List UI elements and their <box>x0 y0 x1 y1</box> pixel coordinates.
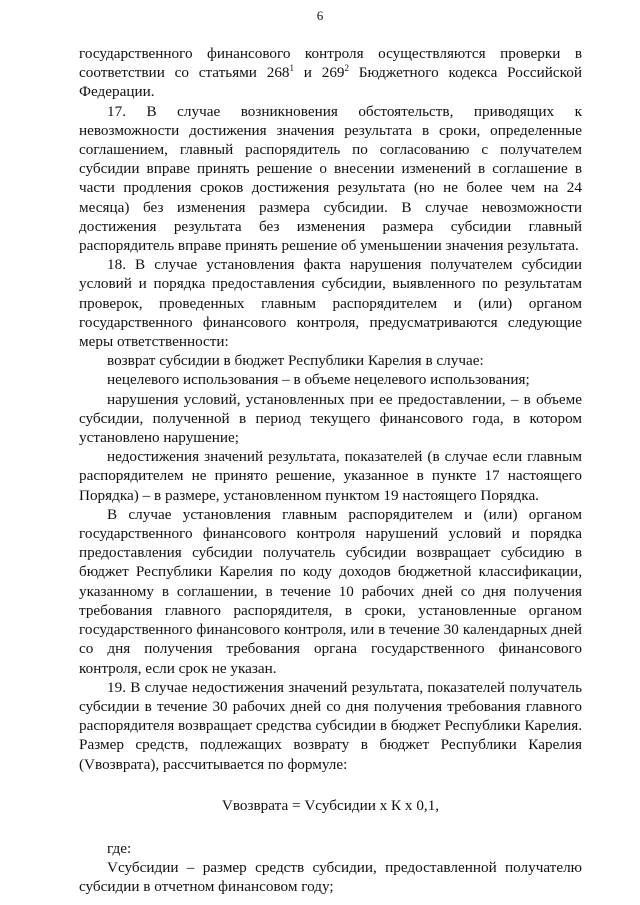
formula-definition: Vсубсидии – размер средств субсидии, предоставленной получателю субсидии в отчетном финансовом году; <box>79 859 582 896</box>
paragraph-18-item-3: нарушения условий, установленных при ее предоставлении, – в объеме субсидии, полученной в период текущего финансового года, в котором установлено нарушение; <box>79 390 582 447</box>
superscript-2: 2 <box>344 63 350 74</box>
paragraph-text: государственного финансового контроля осуществляются проверки в соответствии со статьями 268 <box>79 45 582 82</box>
paragraph-18-item-1: возврат субсидии в бюджет Республики Карелия в случае: <box>107 352 484 370</box>
formula-where: где: <box>107 839 132 857</box>
paragraph-text: и 269 <box>294 64 345 82</box>
superscript-1: 1 <box>289 63 295 74</box>
document-body <box>79 44 582 897</box>
paragraph-18-item-4: недостижения значений результата, показателей (в случае если главным распорядителем не принято решение, указанное в пункте 17 настоящего Порядка) – в размере, установленном пунктом 19 настоящего Порядка. <box>79 448 582 504</box>
paragraph-continuation <box>79 44 582 102</box>
paragraph-19: 19. В случае недостижения значений результата, показателей получатель субсидии в течение 30 рабочих дней со дня получения требования главного распорядителя возвращает средства субсидии в бюджет Республики Карелия. Размер средств, подлежащих возврату в бюджет Республики Карелия (Vвозврата), рассчитывается по формуле: <box>79 678 582 773</box>
paragraph-17: 17. В случае возникновения обстоятельств, приводящих к невозможности достижения значения результата в сроки, определенные соглашением, главный распорядитель по согласованию с получателем субсидии вправе принять решение о внесении изменений в соглашение в части продления сроков достижения результата (но не более чем на 24 месяца) без изменения размера субсидии. В случае невозможности достижения результата без изменения размера субсидии главный распорядитель вправе принять решение об уменьшении значения результата. <box>79 102 582 255</box>
paragraph-18-item-2: нецелевого использования – в объеме нецелевого использования; <box>107 371 530 389</box>
paragraph-18-return: В случае установления главным распорядителем и (или) органом государственного финансового контроля нарушений условий и порядка предоставления субсидии получатель субсидии возвращает субсидию в бюджет Республики Карелия по коду доходов бюджетной классификации, указанному в соглашении, в течение 10 рабочих дней со дня получения требования главного распорядителя, в сроки, установленные органом государственного финансового контроля, или в течение 30 календарных дней со дня получения требования органа государственного финансового контроля, если срок не указан. <box>79 505 582 677</box>
formula: Vвозврата = Vсубсидии х К х 0,1, <box>221 796 440 814</box>
page-number: 6 <box>316 8 324 23</box>
paragraph-text: Бюджетного кодекса Российской Федерации. <box>79 64 582 101</box>
paragraph-18: 18. В случае установления факта нарушения получателем субсидии условий и порядка предоставления субсидии, выявленного по результатам проверок, проведенных главным распорядителем и (или) органом государственного финансового контроля, предусматриваются следующие меры ответственности: <box>79 256 582 351</box>
